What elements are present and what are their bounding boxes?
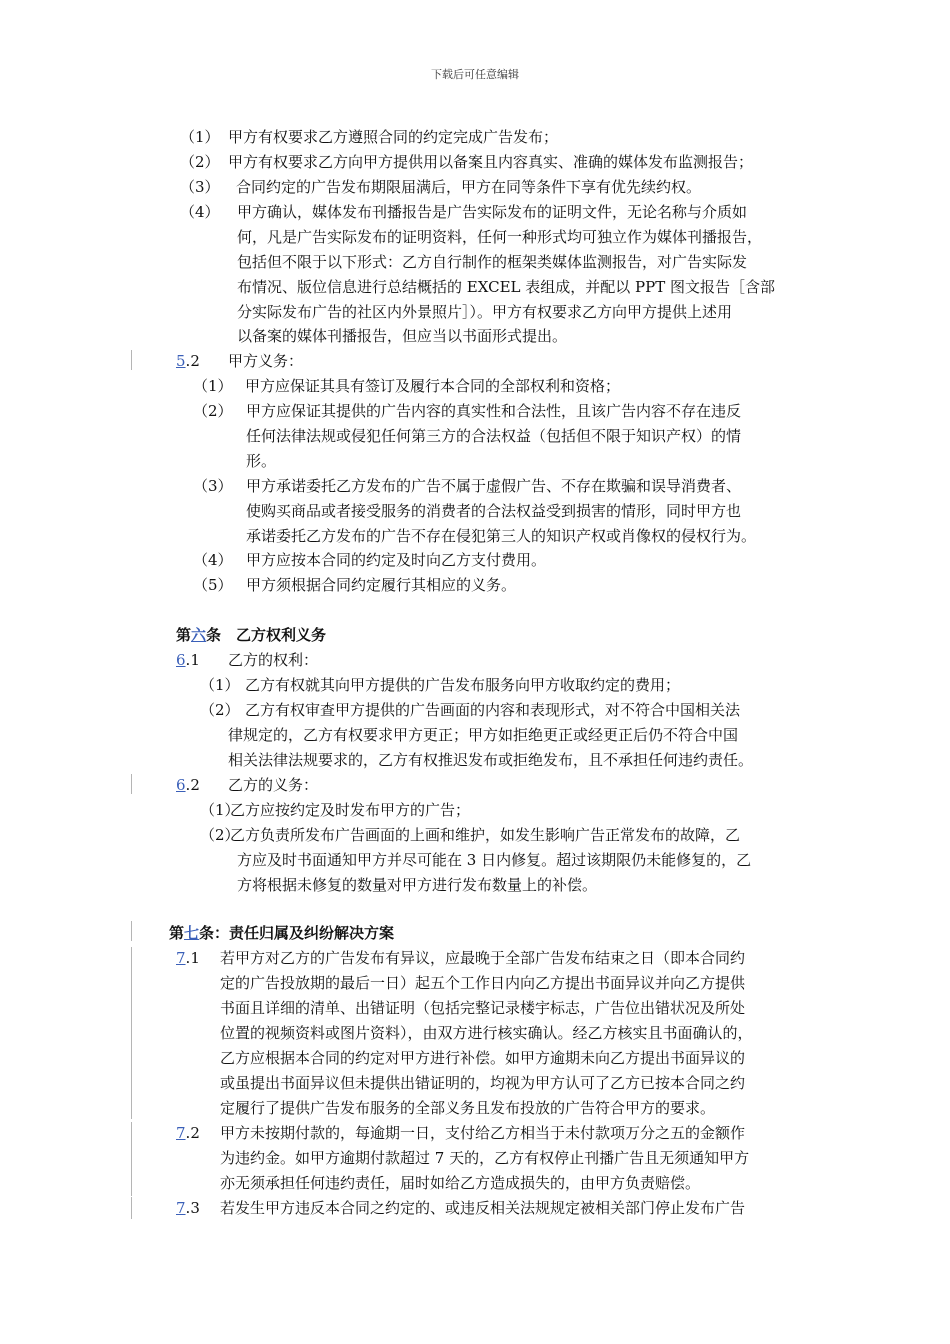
item-5-1-4-line: 包括但不限于以下形式：乙方自行制作的框架类媒体监测报告，对广告实际发 <box>237 253 748 271</box>
clause-text: 若甲方对乙方的广告发布有异议，应最晚于全部广告发布结束之日（即本合同约 <box>220 949 746 967</box>
clause-number-suffix: .2 <box>185 1124 200 1142</box>
article-title-text: 条 乙方权利义务 <box>206 626 327 644</box>
section-number <box>176 773 228 798</box>
item-5-2-3-number: （3） <box>193 477 233 495</box>
item-6-1-1 <box>200 673 680 698</box>
section-number-suffix: .2 <box>185 352 200 370</box>
clause-text: 若发生甲方违反本合同之约定的、或违反相关法规规定被相关部门停止发布广告 <box>220 1199 746 1217</box>
item-5-2-2-number: （2） <box>193 402 233 420</box>
article-number-link[interactable]: 六 <box>191 626 207 644</box>
item-5-2-3-line: 承诺委托乙方发布的广告不存在侵犯第三人的知识产权或肖像权的侵权行为。 <box>246 527 757 545</box>
item-text: 乙方有权就其向甲方提供的广告发布服务向甲方收取约定的费用； <box>245 676 681 694</box>
clause-7-1-line: 定的广告投放期的最后一日）起五个工作日内向乙方提出书面异议并向乙方提供 <box>220 974 746 992</box>
article-title-text: 条：责任归属及纠纷解决方案 <box>199 924 395 942</box>
revision-bar <box>131 350 132 370</box>
clause-7-1-line: 定履行了提供广告发布服务的全部义务且发布投放的广告符合甲方的要求。 <box>220 1099 716 1117</box>
item-5-2-5 <box>193 573 516 598</box>
item-number: （3） <box>180 178 220 196</box>
section-number <box>176 648 228 673</box>
item-text: 甲方应保证其具有签订及履行本合同的全部权利和资格； <box>245 377 621 395</box>
item-6-1-2-line: 律规定的，乙方有权要求甲方更正；甲方如拒绝更正或经更正后仍不符合中国 <box>228 726 739 744</box>
revision-bar <box>131 1197 132 1219</box>
article-7-title <box>169 921 394 946</box>
clause-number-suffix: .3 <box>185 1199 200 1217</box>
section-5-2-heading <box>176 349 303 374</box>
item-text: 乙方应按约定及时发布甲方的广告； <box>230 801 471 819</box>
clause-text: 甲方未按期付款的，每逾期一日，支付给乙方相当于未付款项万分之五的金额作 <box>220 1124 746 1142</box>
clause-number-link[interactable]: 7 <box>176 1199 186 1217</box>
section-number-link[interactable]: 6 <box>176 651 186 669</box>
item-5-2-2-line: 甲方应保证其提供的广告内容的真实性和合法性，且该广告内容不存在违反 <box>246 402 742 420</box>
item-5-1-4-number: （4） <box>180 203 220 221</box>
item-text: 甲方有权要求乙方遵照合同的约定完成广告发布； <box>228 128 559 146</box>
clause-7-1-line: 书面且详细的清单、出错证明（包括完整记录楼宇标志，广告位出错状况及所处 <box>220 999 746 1017</box>
item-5-2-2-line: 形。 <box>246 452 277 470</box>
item-text: 甲方应按本合同的约定及时向乙方支付费用。 <box>246 551 547 569</box>
item-number: （2） <box>200 701 240 719</box>
clause-7-1-line: 或虽提出书面异议但未提供出错证明的，均视为甲方认可了乙方已按本合同之约 <box>220 1074 746 1092</box>
section-number <box>176 349 228 374</box>
revision-bar <box>131 921 132 941</box>
clause-7-2-line: 为违约金。如甲方逾期付款超过 7 天的，乙方有权停止刊播广告且无须通知甲方 <box>220 1149 750 1167</box>
section-number-link[interactable]: 6 <box>176 776 186 794</box>
clause-7-1 <box>176 946 745 971</box>
clause-7-1-line: 乙方应根据本合同的约定对甲方进行补偿。如甲方逾期未向乙方提出书面异议的 <box>220 1049 746 1067</box>
item-5-1-1 <box>180 125 558 150</box>
item-number: （1） <box>193 377 233 395</box>
clause-7-1-line: 位置的视频资料或图片资料），由双方进行核实确认。经乙方核实且书面确认的， <box>220 1024 753 1042</box>
clause-number-link[interactable]: 7 <box>176 949 186 967</box>
item-number: （2） <box>200 826 240 844</box>
item-number: （1） <box>200 801 240 819</box>
revision-bar <box>131 947 132 1119</box>
clause-7-3 <box>176 1196 745 1221</box>
section-title: 甲方义务： <box>228 352 304 370</box>
clause-7-2 <box>176 1121 745 1146</box>
item-number: （5） <box>193 576 233 594</box>
clause-number-link[interactable]: 7 <box>176 1124 186 1142</box>
article-title-prefix: 第 <box>169 924 185 942</box>
item-number: （1） <box>200 676 240 694</box>
section-6-2-heading <box>176 773 318 798</box>
item-5-1-2 <box>180 150 753 175</box>
revision-bar <box>131 1122 132 1196</box>
item-5-2-3-line: 甲方承诺委托乙方发布的广告不属于虚假广告、不存在欺骗和误导消费者、 <box>246 477 742 495</box>
item-number: （2） <box>180 153 220 171</box>
item-6-2-2-line: 方应及时书面通知甲方并尽可能在 3 日内修复。超过该期限仍未能修复的，乙 <box>237 851 752 869</box>
item-5-2-1 <box>193 374 620 399</box>
article-6-title <box>176 623 326 648</box>
item-6-1-2 <box>200 698 740 723</box>
item-number: （1） <box>180 128 220 146</box>
clause-number <box>176 946 220 971</box>
section-number-link[interactable]: 5 <box>176 352 186 370</box>
item-5-1-4-line: 甲方确认，媒体发布刊播报告是广告实际发布的证明文件，无论名称与介质如 <box>237 203 748 221</box>
item-5-1-4-line: 布情况、版位信息进行总结概括的 EXCEL 表组成，并配以 PPT 图文报告［含部 <box>237 278 776 296</box>
section-title: 乙方的义务： <box>228 776 319 794</box>
item-5-1-3 <box>180 175 701 200</box>
item-text: 乙方有权审查甲方提供的广告画面的内容和表现形式，对不符合中国相关法 <box>245 701 741 719</box>
item-5-1-4-line: 分实际发布广告的社区内外景照片］）。甲方有权要求乙方向甲方提供上述用 <box>237 303 733 321</box>
item-text: 甲方须根据合同约定履行其相应的义务。 <box>246 576 517 594</box>
item-6-2-1 <box>200 798 470 823</box>
item-5-2-4 <box>193 548 546 573</box>
item-text: 甲方有权要求乙方向甲方提供用以备案且内容真实、准确的媒体发布监测报告； <box>228 153 754 171</box>
clause-number <box>176 1196 220 1221</box>
item-5-1-4-line: 以备案的媒体刊播报告，但应当以书面形式提出。 <box>237 327 568 345</box>
item-5-1-4-line: 何，凡是广告实际发布的证明资料，任何一种形式均可独立作为媒体刊播报告， <box>237 228 763 246</box>
section-6-1-heading <box>176 648 318 673</box>
item-text: 乙方负责所发布广告画面的上画和维护，如发生影响广告正常发布的故障，乙 <box>230 826 741 844</box>
section-title: 乙方的权利： <box>228 651 319 669</box>
item-6-2-2-line: 方将根据未修复的数量对甲方进行发布数量上的补偿。 <box>237 876 598 894</box>
item-6-1-2-line: 相关法律法规要求的，乙方有权推迟发布或拒绝发布，且不承担任何违约责任。 <box>228 751 754 769</box>
clause-number <box>176 1121 220 1146</box>
article-title-prefix: 第 <box>176 626 192 644</box>
item-number: （4） <box>193 551 233 569</box>
clause-number-suffix: .1 <box>185 949 200 967</box>
revision-bar <box>131 774 132 794</box>
clause-7-2-line: 亦无须承担任何违约责任，届时如给乙方造成损失的，由甲方负责赔偿。 <box>220 1174 701 1192</box>
section-number-suffix: .2 <box>185 776 200 794</box>
item-text: 合同约定的广告发布期限届满后，甲方在同等条件下享有优先续约权。 <box>236 178 702 196</box>
item-5-2-2-line: 任何法律法规或侵犯任何第三方的合法权益（包括但不限于知识产权）的情 <box>246 427 742 445</box>
section-number-suffix: .1 <box>185 651 200 669</box>
article-number-link[interactable]: 七 <box>184 924 200 942</box>
page-header: 下载后可任意编辑 <box>431 68 519 81</box>
item-5-2-3-line: 使购买商品或者接受服务的消费者的合法权益受到损害的情形，同时甲方也 <box>246 502 742 520</box>
item-6-2-2 <box>200 823 740 848</box>
